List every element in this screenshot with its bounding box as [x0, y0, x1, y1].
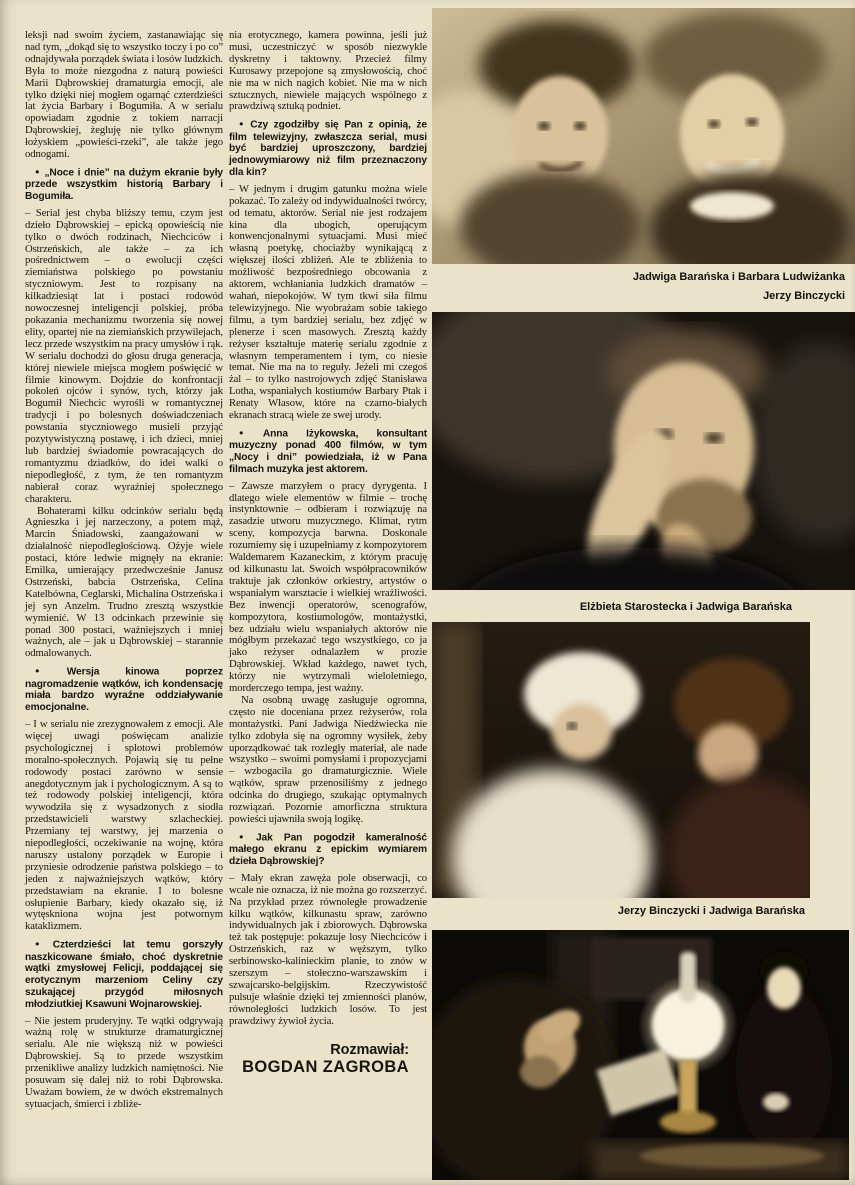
- interview-question: [25, 665, 223, 714]
- interview-question-text: „Noce i dnie” na dużym ekranie były przede wszystkim historią Barbary i Bogumiła.: [25, 167, 223, 203]
- signature-role: Rozmawiał:: [330, 1041, 409, 1058]
- interview-answer: – Nie jestem pruderyjny. Te wątki odgrywają ważną rolę w strukturze dramaturgicznej serialu. Ale nie większą niż w powieści Dąbrowskiej. Są to przede wszystkim przenikliwe analizy ludzkich namiętności. Nie posuwam się dalej niż to robi Dąbrowska. Uważam bowiem, że w dwóch ekstremalnych sytuacjach, śmierci i zbliże-: [25, 1014, 223, 1110]
- photo-jerzy-binczycki: [432, 312, 855, 590]
- photo-illustration: [432, 8, 855, 264]
- bullet-icon: ●: [239, 831, 252, 841]
- interview-question-text: Czterdzieści lat temu gorszyły naszkicowane śmiało, choć dyskretnie wątki zmysłowej Felicji, poddającej się erotycznym marzeniom Celiny czy szukającej przygód miłosnych młodziutkiej Ksawuni Wojnarowskiej.: [25, 939, 223, 1010]
- interview-answer: – Zawsze marzyłem o pracy dyrygenta. I dlatego wiele elementów w filmie – trochę instynktownie – odbieram i rozwiązuję na zasadzie utworu muzycznego. Klimat, rytm sceny, kompozycja barwna. Doskonale rozumiemy się i uzupełniamy z kompozytorem Waldemarem Kazaneckim, z którym pracuję od kilkunastu lat. Swoich współpracowników traktuje jak członków orkiestry, artystów o wspaniałym warsztacie i wielkiej wrażliwości. Bez inwencji operatorów, scenografów, kompozytora, kostiumologów, montażystki, bez udziału wielu wspaniałych aktorów nie mógłbym przekazać tego wszystkiego, co ja jako reżyser odnalazłem w prozie Dąbrowskiej. Wkład każdego, nawet tych, którzy nie wytrzymali wieloletniego, morderczego tempa, jest ważny.: [229, 479, 427, 695]
- interview-answer: – I w serialu nie zrezygnowałem z emocji. Ale więcej uwagi poświęcam analizie psychologicznej i splotowi problemów moralno-społecznych. Pojawią się tu pełne rodowody postaci zarówno w sensie anegdotycznym jak i pychologicznym. A są to też rodowody polskiej inteligencji, która wywodziła się z wysadzonych z siodła przedstawicieli warstwy szlacheckiej. Przemiany tej warstwy, jej marzenia o niepodległości, oczekiwanie na wojnę, która naruszy ustalony porządek w Europie i przyniesie odrodzenie państwa polskiego – to jeden z najważniejszych wątków, który przedstawiam na ekranie. I to bolesne osłupienie Barbary, kiedy okazało się, iż wytęskniona wojna jest potwornym kataklizmem.: [25, 717, 223, 933]
- photo-jadwiga-baranska-i-barbara-ludwizanka: [432, 8, 855, 264]
- interview-question: [229, 427, 427, 476]
- photo-caption: Jadwiga Barańska i Barbara Ludwiżanka: [632, 271, 845, 283]
- interview-question-text: Anna Iżykowska, konsultant muzyczny ponad 400 filmów, w tym „Nocy i dni” powiedziała, iż w Pana filmach muzyka jest aktorem.: [229, 428, 428, 475]
- interview-answer: – W jednym i drugim gatunku można wiele pokazać. To zależy od indywidualności twórcy, od tematu, aktorów. Serial nie jest rodzajem kina dla ubogich, operującym konwencjonalnymi sytuacjami. Musi mieć własną poetykę, chociażby wynikającą z większej ilości zbliżeń. Ale te zbliżenia to możliwość bezpośredniego obcowania z aktorem, wchłaniania ludzkich dramatów – wahań, niepokojów. W tym tkwi siła filmu telewizyjnego. Nie wyobrażam sobie takiego filmu, a tym bardziej serialu, bez zdjęć w plenerze i scen masowych. Zresztą każdy reżyser kształtuje materię serialu zgodnie z własnym temperamentem i tym, co niesie temat. Nie ma na to reguły. Jeżeli mi czegoś żal – to tylko nastrojowych zdjęć Stanisława Lotha, wspaniałych kostiumów Barbary Ptak i Renaty Własow, które na czarno-białych ekranach stracą wiele ze swej urody.: [229, 182, 427, 422]
- interview-question: [25, 166, 223, 203]
- signature-name: BOGDAN ZAGROBA: [242, 1057, 409, 1076]
- photo-caption: Jerzy Binczycki i Jadwiga Barańska: [617, 905, 805, 917]
- interview-question: [229, 118, 427, 178]
- interview-question-text: Czy zgodziłby się Pan z opinią, że film telewizyjny, zwłaszcza serial, musi być bardziej uproszczony, bardziej jednowymiarowy niż film przeznaczony dla kin?: [229, 119, 427, 179]
- bullet-icon: ●: [35, 939, 49, 949]
- photo-elzbieta-starostecka-i-jadwiga-baranska: [432, 622, 810, 898]
- paragraph: leksji nad swoim życiem, zastanawiając się nad tym, „dokąd się to wszystko toczy i po co” odnajdywała porządek świata i losów ludzkich. Była to może niezgodna z naturą powieści Marii Dąbrowskiej dramaturgia emocji, ale tylko dzięki niej mogłem ogarnąć czterdzieści lat życia Barbary i Bogumiła. A w serialu opowiadam zgodnie z tokiem narracji Dąbrowskiej, żegluję nie tylko głównym łożyskiem „powieści-rzeki”, ale także jego odnogami.: [25, 29, 223, 161]
- interview-question-text: Jak Pan pogodził kameralność małego ekranu z epickim wymiarem dzieła Dąbrowskiej?: [229, 832, 427, 868]
- paragraph: Bohaterami kilku odcinków serialu będą Agnieszka i jej narzeczony, a potem mąż, Marcin Śniadowski, zaangażowani w działalność niepodległościową. Ożyje wiele postaci, które ledwie mignęły na ekranie: Emilka, umierający przedwcześnie Janusz Ostrzeński, babcia Ostrzeńska, Celina Katelbówna, Ceglarski, Michalina Ostrzeńska i jej syn Anzelm. Trudno zresztą wszystkie wymienić. W 13 odcinkach przewinie się ponad 300 postaci, ważniejszych i mniej ważnych, ale – jak u Dąbrowskiej – starannie odmalowanych.: [25, 504, 223, 660]
- text-column-1: [25, 30, 223, 1111]
- bullet-icon: ●: [35, 166, 41, 176]
- photo-illustration: [432, 312, 855, 590]
- bullet-icon: ●: [239, 119, 247, 129]
- interview-answer: – Serial jest chyba bliższy temu, czym jest dzieło Dąbrowskiej – epicką opowieścią nie tylko o dwóch rodzinach, Niechciców i Ostrzeńskich, ale także – za ich pośrednictwem – o ewolucji części ziemiaństwa polskiego po powstaniu styczniowym. Jest to rozpisany na kilkadziesiąt lat i postaci rodowód nowoczesnej inteligencji polskiej, próba pokazania mechanizmu tworzenia się nowej elity, opartej nie na ziemiańskich przywilejach, lecz przede wszystkim na pracy umysłów i rąk. W serialu dochodzi do głosu druga generacja, której niewiele miejsca mogłem poświęcić w filmie kinowym. Dojdzie do konfrontacji pokoleń ojców i synów, tych, którzy jak Bogumił Niechcic wyrośli w romantycznej tradycji i po bolesnych doświadczeniach powstania styczniowego musieli przyjąć pozytywistyczną postawę, i ich dzieci, mniej lub bardziej świadomie powracających do romantyzmu dziadków, do idei walki o niepodległość, z tym, że ten romantyzm nabierał coraz wyraźniej społecznego charakteru.: [25, 206, 223, 505]
- photo-illustration: [432, 930, 849, 1180]
- text-column-2: [229, 30, 427, 1076]
- bullet-icon: ●: [35, 666, 63, 676]
- photo-lamp-scene: [432, 930, 849, 1180]
- interview-question: [229, 831, 427, 868]
- interview-question: [25, 938, 223, 1010]
- signature: [229, 1042, 427, 1077]
- paragraph: nia erotycznego, kamera powinna, jeśli już musi, uczestniczyć w sposób niezwykle dyskretny i taktowny. Przecież filmy Kurosawy przepojone są zmysłowością, choć nie ma w nich nagich kobiet. Nie ma w nich sztucznych, niewiele mających wspólnego z prawdziwą sztuką podniet.: [229, 29, 427, 113]
- interview-answer: – Mały ekran zawęża pole obserwacji, co wcale nie oznacza, iż nie można go rozszerzyć. Na przykład przez równoległe prowadzenie kilku wątków, kilkunastu spraw, zarówno indywidualnych jak i zbiorowych. Dąbrowska też tak postępuje: pokazuje losy Niechciców i Ostrzeńskich, raz w węższym, tylko serbinowsko-kalinieckim planie, to znów w szerszym – stołeczno-warszawskim i szwajcarsko-belgijskim. Rzeczywistość pulsuje właśnie dzięki tej zmienności planów, równoległości ludzkich losów. To jest prawdziwy żywioł życia.: [229, 871, 427, 1027]
- photo-caption: Elżbieta Starostecka i Jadwiga Barańska: [579, 601, 792, 613]
- photo-caption: Jerzy Binczycki: [763, 290, 845, 302]
- paragraph: Na osobną uwagę zasługuje ogromna, często nie doceniana przez reżyserów, rola montażystki. Pani Jadwiga Niedźwiecka nie tylko zdobyła się na ogromny wysiłek, żeby uporządkować tak rozległy materiał, ale nade wszystko – swoimi pomysłami i propozycjami – wzbogaciła go dramaturgicznie. Wiele wątków, spraw przenosiliśmy z jednego odcinka do drugiego, szukając optymalnych rozwiązań. Pozornie amorficzna struktura powieści ujawniła swoją logikę.: [229, 693, 427, 826]
- interview-question-text: Wersja kinowa poprzez nagromadzenie wątków, ich kondensację miała bardzo wyraźne oddziaływanie emocjonalne.: [25, 666, 223, 714]
- bullet-icon: ●: [239, 427, 259, 437]
- photo-illustration: [432, 622, 810, 898]
